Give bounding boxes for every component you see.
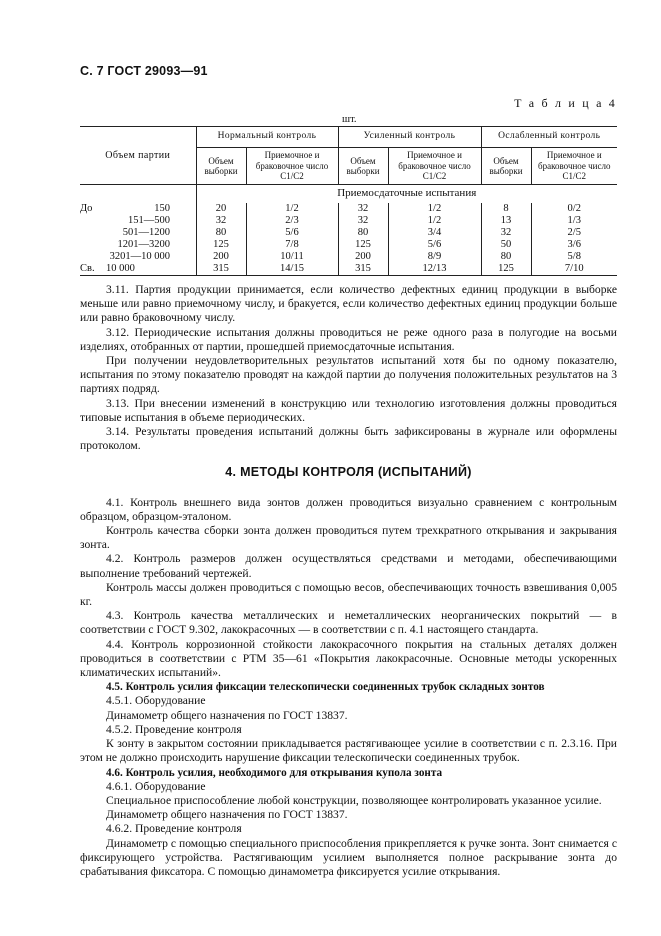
cell: 8 (481, 203, 531, 215)
sub-header-sample: Объем выборки (338, 148, 388, 185)
paragraph-3-12b: При получении неудовлетворительных результатов испытаний хотя бы по одному показателю, испытания по этому показателю проводят на каждой партии до получения положительных результатов на 3 партиях подряд. (80, 354, 617, 396)
cell: 5/6 (246, 227, 338, 239)
sub-header-accept: Приемочное и браковочное число C1/C2 (531, 148, 617, 185)
cell: 1/2 (388, 203, 481, 215)
cell: 315 (338, 263, 388, 276)
cell: 20 (196, 203, 246, 215)
group-header-reduced: Ослабленный контроль (481, 127, 617, 148)
cell: 14/15 (246, 263, 338, 276)
paragraph-4-6-1b: Динамометр общего назначения по ГОСТ 13837. (106, 808, 348, 822)
sub-header-accept: Приемочное и браковочное число C1/C2 (246, 148, 338, 185)
paragraph-3-13: 3.13. При внесении изменений в конструкцию или технологию изготовления должны проводиться типовые испытания в объеме периодических. (80, 396, 617, 424)
cell: 7/10 (531, 263, 617, 276)
table-unit: шт. (342, 114, 357, 125)
cell: 0/2 (531, 203, 617, 215)
table-row (80, 239, 617, 251)
section-heading-4: 4. МЕТОДЫ КОНТРОЛЯ (ИСПЫТАНИЙ) (225, 465, 472, 480)
paragraph-4-6-1a: Специальное приспособление любой конструкции, позволяющее контролировать указанное усилие. (106, 793, 602, 807)
cell: 32 (481, 227, 531, 239)
paragraph-4-6-2a: Динамометр с помощью специального приспособления прикрепляется к ручке зонта. Зонт снимается с фиксирующего устройства. Растягивающим усилием выполняется полное раскрывание зонта до срабатывания фиксатора. С помощью динамометра фиксируется усилие открывания. (80, 836, 617, 878)
cell: 8/9 (388, 251, 481, 263)
table-row (80, 263, 617, 276)
cell: 7/8 (246, 239, 338, 251)
cell: 5/6 (388, 239, 481, 251)
cell: 3/6 (531, 239, 617, 251)
cell: 1/3 (531, 215, 617, 227)
paragraph-4-6-2: 4.6.2. Проведение контроля (106, 822, 242, 836)
cell: 125 (481, 263, 531, 276)
paragraph-4-5-2: 4.5.2. Проведение контроля (106, 722, 242, 736)
row-range: 1201—3200 (117, 239, 170, 251)
cell: 80 (481, 251, 531, 263)
cell: 2/5 (531, 227, 617, 239)
cell: 315 (196, 263, 246, 276)
cell: 32 (338, 203, 388, 215)
row-range: 151—500 (128, 215, 170, 227)
body-text (80, 283, 617, 879)
row-range: 10 000 (106, 263, 135, 275)
sub-header-accept: Приемочное и браковочное число C1/C2 (388, 148, 481, 185)
page-header: С. 7 ГОСТ 29093—91 (80, 64, 208, 78)
paragraph-4-5-1: 4.5.1. Оборудование (106, 694, 206, 708)
subheading-4-5: 4.5. Контроль усилия фиксации телескопически соединенных трубок складных зонтов (106, 681, 545, 694)
row-range: 3201—10 000 (109, 251, 170, 263)
group-header-tightened: Усиленный контроль (338, 127, 481, 148)
cell: 50 (481, 239, 531, 251)
row-range: 501—1200 (122, 227, 170, 239)
section-label: Приемосдаточные испытания (196, 185, 617, 204)
cell: 200 (338, 251, 388, 263)
cell: 10/11 (246, 251, 338, 263)
cell: 5/8 (531, 251, 617, 263)
paragraph-4-2: 4.2. Контроль размеров должен осуществляться средствами и методами, обеспечивающими выполнение требований чертежей. (80, 552, 617, 580)
cell: 80 (196, 227, 246, 239)
table-caption: Т а б л и ц а 4 (514, 96, 617, 110)
subheading-4-6: 4.6. Контроль усилия, необходимого для открывания купола зонта (106, 766, 443, 779)
paragraph-4-1b: Контроль качества сборки зонта должен проводиться путем трехкратного открывания и закрывания зонта. (80, 524, 617, 552)
cell: 32 (338, 215, 388, 227)
cell: 200 (196, 251, 246, 263)
paragraph-4-6-1: 4.6.1. Оборудование (106, 779, 206, 793)
row-range: 150 (154, 203, 170, 215)
group-header-normal: Нормальный контроль (196, 127, 338, 148)
cell: 125 (196, 239, 246, 251)
paragraph-4-5-2a: К зонту в закрытом состоянии прикладывается растягивающее усилие в соответствии с п. 2.3.16. При этом не должно происходить нарушение фиксации телескопически соединенных трубок. (80, 737, 617, 765)
row-prefix: Св. (80, 263, 95, 275)
table-row (80, 215, 617, 227)
table-row (80, 227, 617, 239)
sub-header-sample: Объем выборки (196, 148, 246, 185)
paragraph-4-2b: Контроль массы должен проводиться с помощью весов, обеспечивающих точность взвешивания 0,005 кг. (80, 580, 617, 609)
cell: 13 (481, 215, 531, 227)
paragraph-3-14: 3.14. Результаты проведения испытаний должны быть зафиксированы в журнале или оформлены протоколом. (80, 425, 617, 453)
cell: 32 (196, 215, 246, 227)
paragraph-4-5-1a: Динамометр общего назначения по ГОСТ 13837. (106, 708, 348, 722)
paragraph-4-3: 4.3. Контроль качества металлических и неметаллических неорганических покрытий — в соответствии с ГОСТ 9.302, лакокрасочных — в соответствии с п. 4.1 настоящего стандарта. (80, 609, 617, 637)
paragraph-3-12: 3.12. Периодические испытания должны проводиться не реже одного раза в полугодие на восьми изделиях, отобранных от партии, прошедшей приемосдаточные испытания. (80, 325, 617, 353)
sub-header-sample: Объем выборки (481, 148, 531, 185)
cell: 1/2 (246, 203, 338, 215)
cell: 3/4 (388, 227, 481, 239)
cell: 2/3 (246, 215, 338, 227)
cell: 1/2 (388, 215, 481, 227)
table-row (80, 251, 617, 263)
paragraph-4-1: 4.1. Контроль внешнего вида зонтов должен проводиться визуально сравнением с контрольным образцом, образцом-эталоном. (80, 495, 617, 523)
paragraph-4-4: 4.4. Контроль коррозионной стойкости лакокрасочного покрытия на стальных деталях должен проводиться в соответствии с РТМ 35—61 «Покрытия лакокрасочные. Основные методы ускоренных климатических испытаний». (80, 637, 617, 680)
table-row (80, 203, 617, 215)
paragraph-3-11: 3.11. Партия продукции принимается, если количество дефектных единиц продукции в выборке меньше или равно приемочному числу, и бракуется, если количество дефектных единиц продукции больше или равно браковочному числу. (80, 283, 617, 325)
cell: 12/13 (388, 263, 481, 276)
row-prefix: До (80, 203, 93, 215)
cell: 80 (338, 227, 388, 239)
col-party-header: Объем партии (80, 127, 196, 185)
cell: 125 (338, 239, 388, 251)
acceptance-table (80, 126, 617, 276)
